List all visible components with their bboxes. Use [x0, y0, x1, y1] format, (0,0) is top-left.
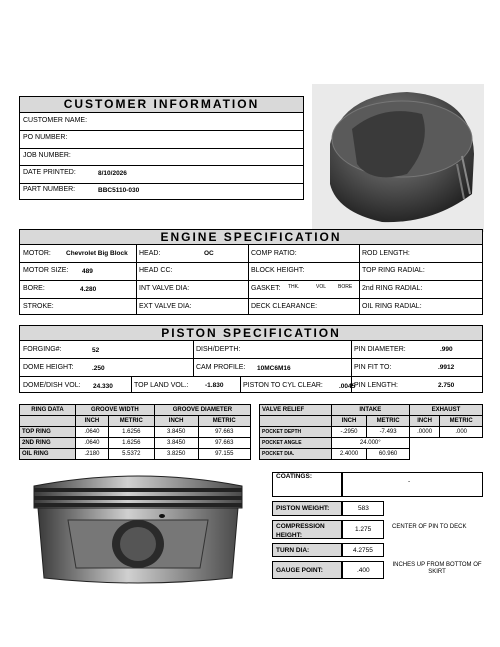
piston-weight-row — [0, 501, 500, 516]
gauge-point-label: GAUGE POINT: — [272, 561, 342, 579]
intake-metric-header: METRIC — [367, 416, 410, 427]
piston-spec-table — [19, 340, 483, 393]
table-row — [20, 427, 251, 438]
valve-relief-header: VALVE RELIEF — [260, 405, 332, 416]
table-cell: 60.960 — [367, 449, 410, 460]
stroke-label: STROKE: — [23, 303, 54, 310]
table-cell: 5.5372 — [108, 449, 154, 460]
groove-width-header: GROOVE WIDTH — [76, 405, 155, 416]
intake-header: INTAKE — [331, 405, 409, 416]
pocket-depth-label: POCKET DEPTH — [260, 427, 332, 438]
table-cell: 3.8250 — [154, 449, 198, 460]
table-cell: 3.8450 — [154, 427, 198, 438]
part-number-label: PART NUMBER: — [23, 186, 76, 193]
engine-spec-table — [19, 244, 483, 315]
valve-relief-table — [259, 404, 483, 460]
table-row — [260, 427, 483, 438]
part-number-value: BBC5110-030 — [98, 187, 140, 194]
int-valve-dia-label: INT VALVE DIA: — [139, 285, 190, 292]
forging-value: 52 — [92, 347, 100, 354]
rod-length-label: ROD LENGTH: — [362, 250, 410, 257]
gw-inch-header: INCH — [76, 416, 109, 427]
motor-size-value: 489 — [82, 268, 93, 275]
deck-clearance-label: DECK CLEARANCE: — [251, 303, 318, 310]
head-value: OC — [204, 250, 214, 257]
motor-value: Chevrolet Big Block — [66, 250, 128, 257]
dome-height-label: DOME HEIGHT: — [23, 364, 74, 371]
top-land-vol-value: -1.830 — [205, 382, 224, 389]
table-cell: -.2950 — [331, 427, 367, 438]
piston-to-cyl-label: PISTON TO CYL CLEAR: — [243, 382, 323, 389]
piston-top-image — [312, 84, 484, 232]
bore-label: BORE: — [23, 285, 45, 292]
table-cell: .0640 — [76, 438, 109, 449]
table-cell: 97.663 — [198, 427, 251, 438]
table-cell: 1.6256 — [108, 438, 154, 449]
comp-ratio-label: COMP RATIO: — [251, 250, 297, 257]
turn-dia-label: TURN DIA: — [272, 543, 342, 557]
cam-profile-label: CAM PROFILE: — [196, 364, 246, 371]
motor-size-label: MOTOR SIZE: — [23, 267, 69, 274]
pocket-angle-label: POCKET ANGLE — [260, 438, 332, 449]
compression-height-row — [0, 520, 500, 539]
customer-name-label: CUSTOMER NAME: — [23, 117, 88, 124]
dish-depth-label: DISH/DEPTH: — [196, 346, 241, 353]
exhaust-metric-header: METRIC — [440, 416, 483, 427]
compression-height-label: COMPRESSION HEIGHT: — [272, 520, 342, 539]
ring-data-table — [19, 404, 251, 460]
coatings-label: COATINGS: — [272, 472, 342, 497]
dome-height-value: .250 — [92, 365, 105, 372]
gasket-label: GASKET: — [251, 285, 281, 292]
gd-inch-header: INCH — [154, 416, 198, 427]
coatings-value: - — [408, 478, 411, 485]
pin-diameter-label: PIN DIAMETER: — [354, 346, 406, 353]
exhaust-inch-header: INCH — [409, 416, 439, 427]
piston-spec-header — [19, 325, 483, 341]
table-cell: .2180 — [76, 449, 109, 460]
groove-diameter-header: GROOVE DIAMETER — [154, 405, 250, 416]
exhaust-header: EXHAUST — [409, 405, 482, 416]
forging-label: FORGING#: — [23, 346, 62, 353]
table-cell: 97.155 — [198, 449, 251, 460]
intake-inch-header: INCH — [331, 416, 367, 427]
gauge-point-value: .400 — [357, 567, 370, 574]
table-cell: -7.493 — [367, 427, 410, 438]
dome-dish-vol-label: DOME/DISH VOL: — [23, 382, 81, 389]
customer-info-table — [19, 112, 304, 200]
turn-dia-row — [0, 543, 500, 557]
table-row — [260, 449, 483, 460]
gasket-bore-label: BORE — [338, 284, 353, 290]
engine-spec-title: ENGINE SPECIFICATION — [160, 230, 342, 244]
pin-diameter-value: .990 — [440, 346, 453, 353]
table-cell: .0000 — [409, 427, 439, 438]
gasket-vol-label: VOL — [316, 284, 327, 290]
pocket-dia-label: POCKET DIA. — [260, 449, 332, 460]
oil-ring-radial-label: OIL RING RADIAL: — [362, 303, 422, 310]
ext-valve-dia-label: EXT VALVE DIA: — [139, 303, 192, 310]
table-cell: .0640 — [76, 427, 109, 438]
customer-info-title: CUSTOMER INFORMATION — [63, 97, 260, 111]
table-row — [20, 438, 251, 449]
date-printed-label: DATE PRINTED: — [23, 169, 76, 176]
head-cc-label: HEAD CC: — [139, 267, 173, 274]
pin-fit-value: .9912 — [438, 364, 455, 371]
gd-metric-header: METRIC — [198, 416, 251, 427]
table-row — [20, 449, 251, 460]
top-ring-radial-label: TOP RING RADIAL: — [362, 267, 425, 274]
ring-name: OIL RING — [20, 449, 76, 460]
pocket-angle-value: 24.000° — [331, 438, 409, 449]
bore-value: 4.280 — [80, 286, 97, 293]
table-cell: .000 — [440, 427, 483, 438]
compression-height-note: CENTER OF PIN TO DECK — [392, 524, 467, 530]
cam-profile-value: 10MC6M16 — [257, 365, 291, 372]
table-cell: 3.8450 — [154, 438, 198, 449]
piston-spec-title: PISTON SPECIFICATION — [161, 326, 341, 340]
piston-to-cyl-value: .0045 — [339, 383, 356, 390]
table-cell: 97.663 — [198, 438, 251, 449]
compression-height-value: 1.275 — [355, 526, 372, 533]
gauge-point-note: INCHES UP FROM BOTTOM OF SKIRT — [392, 562, 482, 575]
head-label: HEAD: — [139, 250, 161, 257]
piston-weight-label: PISTON WEIGHT: — [272, 501, 342, 516]
ring-name: TOP RING — [20, 427, 76, 438]
ring-data-header: RING DATA — [20, 405, 76, 416]
motor-label: MOTOR: — [23, 250, 51, 257]
turn-dia-value: 4.2755 — [353, 547, 373, 554]
pin-length-value: 2.750 — [438, 382, 455, 389]
date-printed-value: 8/10/2026 — [98, 170, 127, 177]
customer-info-header — [19, 96, 304, 113]
table-row — [260, 438, 483, 449]
table-cell: 1.6256 — [108, 427, 154, 438]
gasket-thk-label: THK. — [288, 284, 300, 290]
ring-name: 2ND RING — [20, 438, 76, 449]
pin-length-label: PIN LENGTH: — [354, 382, 398, 389]
second-ring-radial-label: 2nd RING RADIAL: — [362, 285, 423, 292]
top-land-vol-label: TOP LAND VOL.: — [134, 382, 189, 389]
pin-fit-label: PIN FIT TO: — [354, 364, 392, 371]
coatings-row — [0, 472, 500, 497]
engine-spec-header — [19, 229, 483, 245]
job-number-label: JOB NUMBER: — [23, 152, 71, 159]
gw-metric-header: METRIC — [108, 416, 154, 427]
dome-dish-vol-value: 24.330 — [93, 383, 113, 390]
block-height-label: BLOCK HEIGHT: — [251, 267, 305, 274]
po-number-label: PO NUMBER: — [23, 134, 68, 141]
piston-weight-value: 583 — [358, 505, 369, 512]
table-cell: 2.4000 — [331, 449, 367, 460]
gauge-point-row — [0, 561, 500, 579]
